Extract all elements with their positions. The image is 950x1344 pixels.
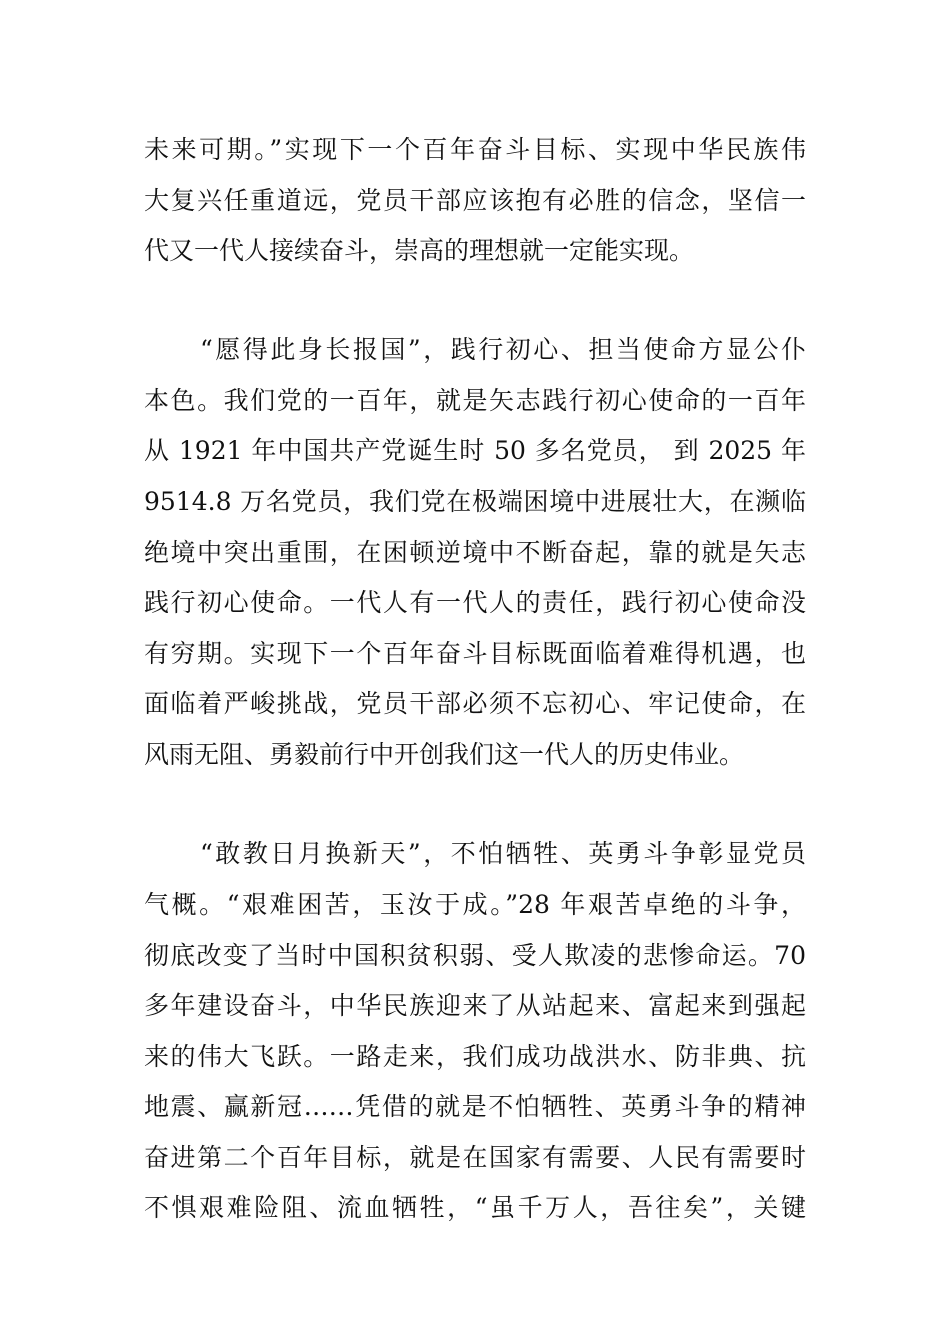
p1-line-1: 未来可期。”实现下一个百年奋斗目标、实现中华民族伟: [144, 135, 806, 164]
p3-line-8: 不惧艰难险阻、流血牺牲，“虽千万人，吾往矣”，关键: [144, 1193, 806, 1222]
p2-line-7: 有穷期。实现下一个百年奋斗目标既面临着难得机遇，也: [144, 639, 806, 668]
p3-line-1: “敢教日月换新天”，不怕牺牲、英勇斗争彰显党员: [200, 839, 806, 868]
p2-line-3: 从 1921 年中国共产党诞生时 50 多名党员， 到 2025 年: [144, 436, 806, 465]
p3-line-6: 地震、赢新冠……凭借的就是不怕牺牲、英勇斗争的精神: [144, 1092, 806, 1121]
p2-line-6: 践行初心使命。一代人有一代人的责任，践行初心使命没: [144, 588, 806, 617]
p3-line-5: 来的伟大飞跃。一路走来，我们成功战洪水、防非典、抗: [144, 1042, 806, 1071]
p2-line-9: 风雨无阻、勇毅前行中开创我们这一代人的历史伟业。: [144, 740, 745, 769]
p3-line-4: 多年建设奋斗，中华民族迎来了从站起来、富起来到强起: [144, 991, 806, 1020]
p2-line-2: 本色。我们党的一百年，就是矢志践行初心使命的一百年: [144, 386, 806, 415]
p3-line-2: 气概。“艰难困苦，玉汝于成。”28 年艰苦卓绝的斗争，: [144, 890, 806, 919]
p1-line-3: 代又一代人接续奋斗，崇高的理想就一定能实现。: [144, 236, 695, 265]
p3-line-7: 奋进第二个百年目标，就是在国家有需要、人民有需要时: [144, 1143, 806, 1172]
p2-line-8: 面临着严峻挑战，党员干部必须不忘初心、牢记使命，在: [144, 689, 806, 718]
p1-line-2: 大复兴任重道远，党员干部应该抱有必胜的信念，坚信一: [144, 186, 806, 215]
p2-line-4: 9514.8 万名党员，我们党在极端困境中进展壮大，在濒临: [144, 487, 806, 516]
p2-line-5: 绝境中突出重围，在困顿逆境中不断奋起，靠的就是矢志: [144, 538, 806, 567]
p3-line-3: 彻底改变了当时中国积贫积弱、受人欺凌的悲惨命运。70: [144, 941, 806, 970]
p2-line-1: “愿得此身长报国”，践行初心、担当使命方显公仆: [200, 335, 806, 364]
